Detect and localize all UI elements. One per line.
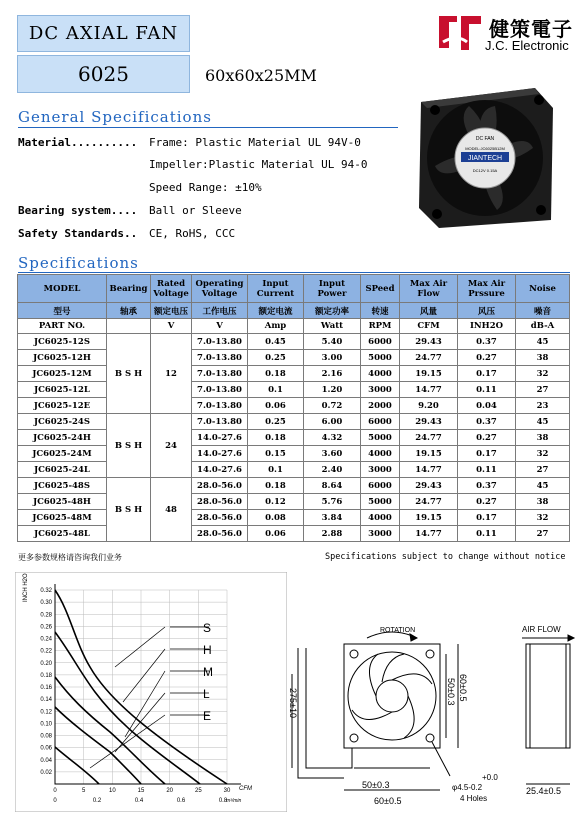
col-header-cn: 轴承 xyxy=(107,303,151,319)
x-tick-label: 25 xyxy=(194,788,202,794)
pressure-cell: 0.27 xyxy=(458,494,516,510)
x2-tick-label: 0.4 xyxy=(134,798,144,804)
hole-count: 4 Holes xyxy=(460,794,488,803)
fan-label-brand: JIANTECH xyxy=(467,155,503,162)
current-cell: 0.12 xyxy=(248,494,304,510)
speed-cell: 5000 xyxy=(361,494,400,510)
airflow-cell: 24.77 xyxy=(400,350,458,366)
x2-tick-label: 0 xyxy=(53,798,57,804)
power-cell: 2.88 xyxy=(304,526,361,542)
model-number: 6025 xyxy=(17,55,190,93)
x2-axis-unit: m³/min xyxy=(226,798,242,804)
operating-voltage-cell: 7.0-13.80 xyxy=(192,334,248,350)
model-cell: JC6025-24H xyxy=(18,430,107,446)
airflow-cell: 19.15 xyxy=(400,510,458,526)
model-cell: JC6025-48H xyxy=(18,494,107,510)
table-row xyxy=(18,478,570,494)
pressure-cell: 0.17 xyxy=(458,366,516,382)
x2-tick-label: 0.2 xyxy=(92,798,102,804)
col-header: Max Air Prssure xyxy=(458,275,516,303)
pressure-cell: 0.17 xyxy=(458,510,516,526)
current-cell: 0.08 xyxy=(248,510,304,526)
model-cell: JC6025-48S xyxy=(18,478,107,494)
power-cell: 6.00 xyxy=(304,414,361,430)
current-cell: 0.1 xyxy=(248,382,304,398)
operating-voltage-cell: 28.0-56.0 xyxy=(192,510,248,526)
pressure-cell: 0.37 xyxy=(458,478,516,494)
y-tick-label: 0.32 xyxy=(40,588,52,594)
y-tick-label: 0.28 xyxy=(40,612,52,619)
y-tick-label: 0.06 xyxy=(40,745,52,752)
x-axis-unit: CFM xyxy=(239,786,252,792)
table-row xyxy=(18,430,570,446)
spec-table-heading: Specifications xyxy=(18,254,139,272)
col-header: MODEL xyxy=(18,275,107,303)
y-tick-label: 0.24 xyxy=(40,636,52,643)
power-cell: 1.20 xyxy=(304,382,361,398)
y-tick-label: 0.08 xyxy=(40,733,52,740)
power-cell: 5.76 xyxy=(304,494,361,510)
operating-voltage-cell: 7.0-13.80 xyxy=(192,350,248,366)
x-tick-label: 10 xyxy=(108,788,116,794)
table-row xyxy=(18,526,570,542)
col-header-cn: 额定电流 xyxy=(248,303,304,319)
x-tick-label: 5 xyxy=(81,788,86,794)
x-tick-label: 0 xyxy=(53,788,57,794)
power-cell: 3.60 xyxy=(304,446,361,462)
hole-diameter: φ4.5-0.2 xyxy=(452,783,483,792)
current-cell: 0.25 xyxy=(248,414,304,430)
table-row xyxy=(18,334,570,350)
rated-voltage-cell: 24 xyxy=(151,414,192,478)
y-tick-label: 0.04 xyxy=(40,757,52,764)
speed-cell: 3000 xyxy=(361,526,400,542)
noise-cell: 32 xyxy=(516,446,570,462)
power-cell: 5.40 xyxy=(304,334,361,350)
col-header: Rated Voltage xyxy=(151,275,192,303)
table-header-row xyxy=(18,275,570,303)
col-header: Input Current xyxy=(248,275,304,303)
table-row xyxy=(18,414,570,430)
product-title: DC AXIAL FAN xyxy=(17,15,190,52)
unit-cell: CFM xyxy=(400,319,458,334)
current-cell: 0.1 xyxy=(248,462,304,478)
brand-name-en: J.C. Electronic xyxy=(485,38,569,53)
unit-cell: Watt xyxy=(304,319,361,334)
noise-cell: 32 xyxy=(516,510,570,526)
fan-label-model: MODEL:JC6025B12M xyxy=(465,146,505,151)
curve-label-m: M xyxy=(203,665,213,679)
fan-label-line1: DC FAN xyxy=(475,136,495,142)
unit-cell: PART NO. xyxy=(18,319,107,334)
noise-cell: 38 xyxy=(516,430,570,446)
divider xyxy=(18,127,398,128)
operating-voltage-cell: 7.0-13.80 xyxy=(192,414,248,430)
table-units-row xyxy=(18,319,570,334)
airflow-cell: 24.77 xyxy=(400,430,458,446)
speed-cell: 4000 xyxy=(361,446,400,462)
speed-cell: 6000 xyxy=(361,478,400,494)
airflow-cell: 19.15 xyxy=(400,366,458,382)
operating-voltage-cell: 7.0-13.80 xyxy=(192,366,248,382)
model-cell: JC6025-24M xyxy=(18,446,107,462)
current-cell: 0.18 xyxy=(248,478,304,494)
unit-cell: V xyxy=(192,319,248,334)
airflow-cell: 29.43 xyxy=(400,478,458,494)
current-cell: 0.06 xyxy=(248,526,304,542)
current-cell: 0.18 xyxy=(248,366,304,382)
model-cell: JC6025-12H xyxy=(18,350,107,366)
noise-cell: 38 xyxy=(516,350,570,366)
curve-label-s: S xyxy=(203,621,212,635)
col-header: Input Power xyxy=(304,275,361,303)
pressure-cell: 0.04 xyxy=(458,398,516,414)
y-tick-label: 0.20 xyxy=(40,660,52,667)
unit-cell xyxy=(107,319,151,334)
operating-voltage-cell: 28.0-56.0 xyxy=(192,494,248,510)
power-cell: 0.72 xyxy=(304,398,361,414)
unit-cell: V xyxy=(151,319,192,334)
unit-cell: INH2O xyxy=(458,319,516,334)
model-cell: JC6025-12L xyxy=(18,382,107,398)
unit-cell: dB-A xyxy=(516,319,570,334)
col-header-cn: 风压 xyxy=(458,303,516,319)
model-cell: JC6025-48M xyxy=(18,510,107,526)
col-header-cn: 额定功率 xyxy=(304,303,361,319)
dimension-drawing xyxy=(282,618,578,810)
noise-cell: 38 xyxy=(516,494,570,510)
noise-cell: 45 xyxy=(516,334,570,350)
noise-cell: 27 xyxy=(516,462,570,478)
speed-cell: 6000 xyxy=(361,414,400,430)
curve-label-h: H xyxy=(203,643,212,657)
power-cell: 8.64 xyxy=(304,478,361,494)
current-cell: 0.18 xyxy=(248,430,304,446)
col-header-cn: 型号 xyxy=(18,303,107,319)
table-row xyxy=(18,510,570,526)
col-header: Noise xyxy=(516,275,570,303)
current-cell: 0.15 xyxy=(248,446,304,462)
y-tick-label: 0.22 xyxy=(40,648,52,655)
pressure-cell: 0.37 xyxy=(458,414,516,430)
rated-voltage-cell: 12 xyxy=(151,334,192,414)
curve-label-e: E xyxy=(203,709,212,723)
y-axis-title: INCH H2O xyxy=(23,573,29,602)
y-tick-label: 0.12 xyxy=(40,709,52,716)
noise-cell: 27 xyxy=(516,382,570,398)
rated-voltage-cell: 48 xyxy=(151,478,192,542)
power-cell: 3.00 xyxy=(304,350,361,366)
pressure-cell: 0.37 xyxy=(458,334,516,350)
model-cell: JC6025-12E xyxy=(18,398,107,414)
x-tick-label: 30 xyxy=(223,788,231,794)
bearing-cell: B S H xyxy=(107,478,151,542)
bearing-cell: B S H xyxy=(107,414,151,478)
current-cell: 0.06 xyxy=(248,398,304,414)
dim-50-horizontal: 50±0.3 xyxy=(362,780,390,790)
col-header: Operating Voltage xyxy=(192,275,248,303)
company-logo-icon xyxy=(437,12,483,54)
speed-cell: 4000 xyxy=(361,366,400,382)
rotation-label: ROTATION xyxy=(380,627,416,634)
pressure-cell: 0.27 xyxy=(458,350,516,366)
speed-cell: 5000 xyxy=(361,430,400,446)
x2-tick-label: 0.8 xyxy=(218,798,228,804)
performance-chart xyxy=(15,572,287,812)
dim-depth: 25.4±0.5 xyxy=(526,786,561,796)
operating-voltage-cell: 14.0-27.6 xyxy=(192,446,248,462)
model-cell: JC6025-24L xyxy=(18,462,107,478)
note-disclaimer: Specifications subject to change without notice xyxy=(325,552,566,562)
unit-cell: Amp xyxy=(248,319,304,334)
table-row xyxy=(18,382,570,398)
y-tick-label: 0.30 xyxy=(40,600,52,607)
curve-label-l: L xyxy=(203,687,210,701)
y-tick-label: 0.18 xyxy=(40,672,52,679)
dim-50-vertical: 50±0.3 xyxy=(446,678,456,706)
col-header-cn: 转速 xyxy=(361,303,400,319)
dim-60-vertical: 60±0.5 xyxy=(458,674,468,702)
speed-cell: 5000 xyxy=(361,350,400,366)
col-header: SPeed xyxy=(361,275,400,303)
table-row xyxy=(18,350,570,366)
x2-tick-label: 0.6 xyxy=(176,798,186,804)
fan-label-rating: DC12V 0.15A xyxy=(472,168,498,173)
pressure-cell: 0.17 xyxy=(458,446,516,462)
power-cell: 2.16 xyxy=(304,366,361,382)
power-cell: 4.32 xyxy=(304,430,361,446)
model-cell: JC6025-12M xyxy=(18,366,107,382)
airflow-cell: 14.77 xyxy=(400,462,458,478)
fan-photo xyxy=(413,80,555,230)
bearing-cell: B S H xyxy=(107,334,151,414)
airflow-cell: 24.77 xyxy=(400,494,458,510)
divider xyxy=(18,272,570,273)
model-cell: JC6025-48L xyxy=(18,526,107,542)
pressure-cell: 0.11 xyxy=(458,462,516,478)
operating-voltage-cell: 28.0-56.0 xyxy=(192,526,248,542)
operating-voltage-cell: 14.0-27.6 xyxy=(192,430,248,446)
model-cell: JC6025-24S xyxy=(18,414,107,430)
dim-275: 275±10 xyxy=(288,688,298,718)
noise-cell: 45 xyxy=(516,478,570,494)
y-tick-label: 0.16 xyxy=(40,685,52,691)
operating-voltage-cell: 14.0-27.6 xyxy=(192,462,248,478)
airflow-label: AIR FLOW xyxy=(522,625,561,634)
col-header-cn: 额定电压 xyxy=(151,303,192,319)
y-tick-label: 0.14 xyxy=(40,697,52,704)
col-header-cn: 工作电压 xyxy=(192,303,248,319)
noise-cell: 45 xyxy=(516,414,570,430)
x-tick-label: 15 xyxy=(137,788,145,794)
airflow-cell: 14.77 xyxy=(400,526,458,542)
table-row xyxy=(18,366,570,382)
y-tick-label: 0.26 xyxy=(40,624,52,631)
noise-cell: 23 xyxy=(516,398,570,414)
brand-name-cn: 健策電子 xyxy=(489,17,573,41)
noise-cell: 32 xyxy=(516,366,570,382)
x-tick-label: 20 xyxy=(166,788,174,794)
noise-cell: 27 xyxy=(516,526,570,542)
y-tick-label: 0.02 xyxy=(40,769,52,776)
speed-cell: 6000 xyxy=(361,334,400,350)
dim-60-horizontal: 60±0.5 xyxy=(374,796,402,806)
unit-cell: RPM xyxy=(361,319,400,334)
operating-voltage-cell: 7.0-13.80 xyxy=(192,398,248,414)
speed-cell: 3000 xyxy=(361,462,400,478)
speed-cell: 4000 xyxy=(361,510,400,526)
power-cell: 2.40 xyxy=(304,462,361,478)
airflow-cell: 9.20 xyxy=(400,398,458,414)
current-cell: 0.25 xyxy=(248,350,304,366)
pressure-cell: 0.11 xyxy=(458,526,516,542)
model-cell: JC6025-12S xyxy=(18,334,107,350)
table-header-cn-row xyxy=(18,303,570,319)
pressure-cell: 0.11 xyxy=(458,382,516,398)
operating-voltage-cell: 7.0-13.80 xyxy=(192,382,248,398)
airflow-cell: 14.77 xyxy=(400,382,458,398)
dimensions: 60x60x25MM xyxy=(205,66,317,85)
airflow-cell: 29.43 xyxy=(400,334,458,350)
operating-voltage-cell: 28.0-56.0 xyxy=(192,478,248,494)
general-spec-heading: General Specifications xyxy=(18,108,212,126)
table-row xyxy=(18,446,570,462)
note-more-info: 更多参数规格请咨询我们业务 xyxy=(18,553,122,562)
table-row xyxy=(18,494,570,510)
power-cell: 3.84 xyxy=(304,510,361,526)
col-header: Bearing xyxy=(107,275,151,303)
table-row xyxy=(18,462,570,478)
col-header-cn: 噪音 xyxy=(516,303,570,319)
hole-tolerance: +0.0 xyxy=(482,773,498,782)
col-header: Max Air Flow xyxy=(400,275,458,303)
y-tick-label: 0.10 xyxy=(40,721,52,728)
spec-table xyxy=(17,274,570,542)
table-row xyxy=(18,398,570,414)
airflow-cell: 29.43 xyxy=(400,414,458,430)
speed-cell: 3000 xyxy=(361,382,400,398)
airflow-cell: 19.15 xyxy=(400,446,458,462)
pressure-cell: 0.27 xyxy=(458,430,516,446)
speed-cell: 2000 xyxy=(361,398,400,414)
current-cell: 0.45 xyxy=(248,334,304,350)
col-header-cn: 风量 xyxy=(400,303,458,319)
